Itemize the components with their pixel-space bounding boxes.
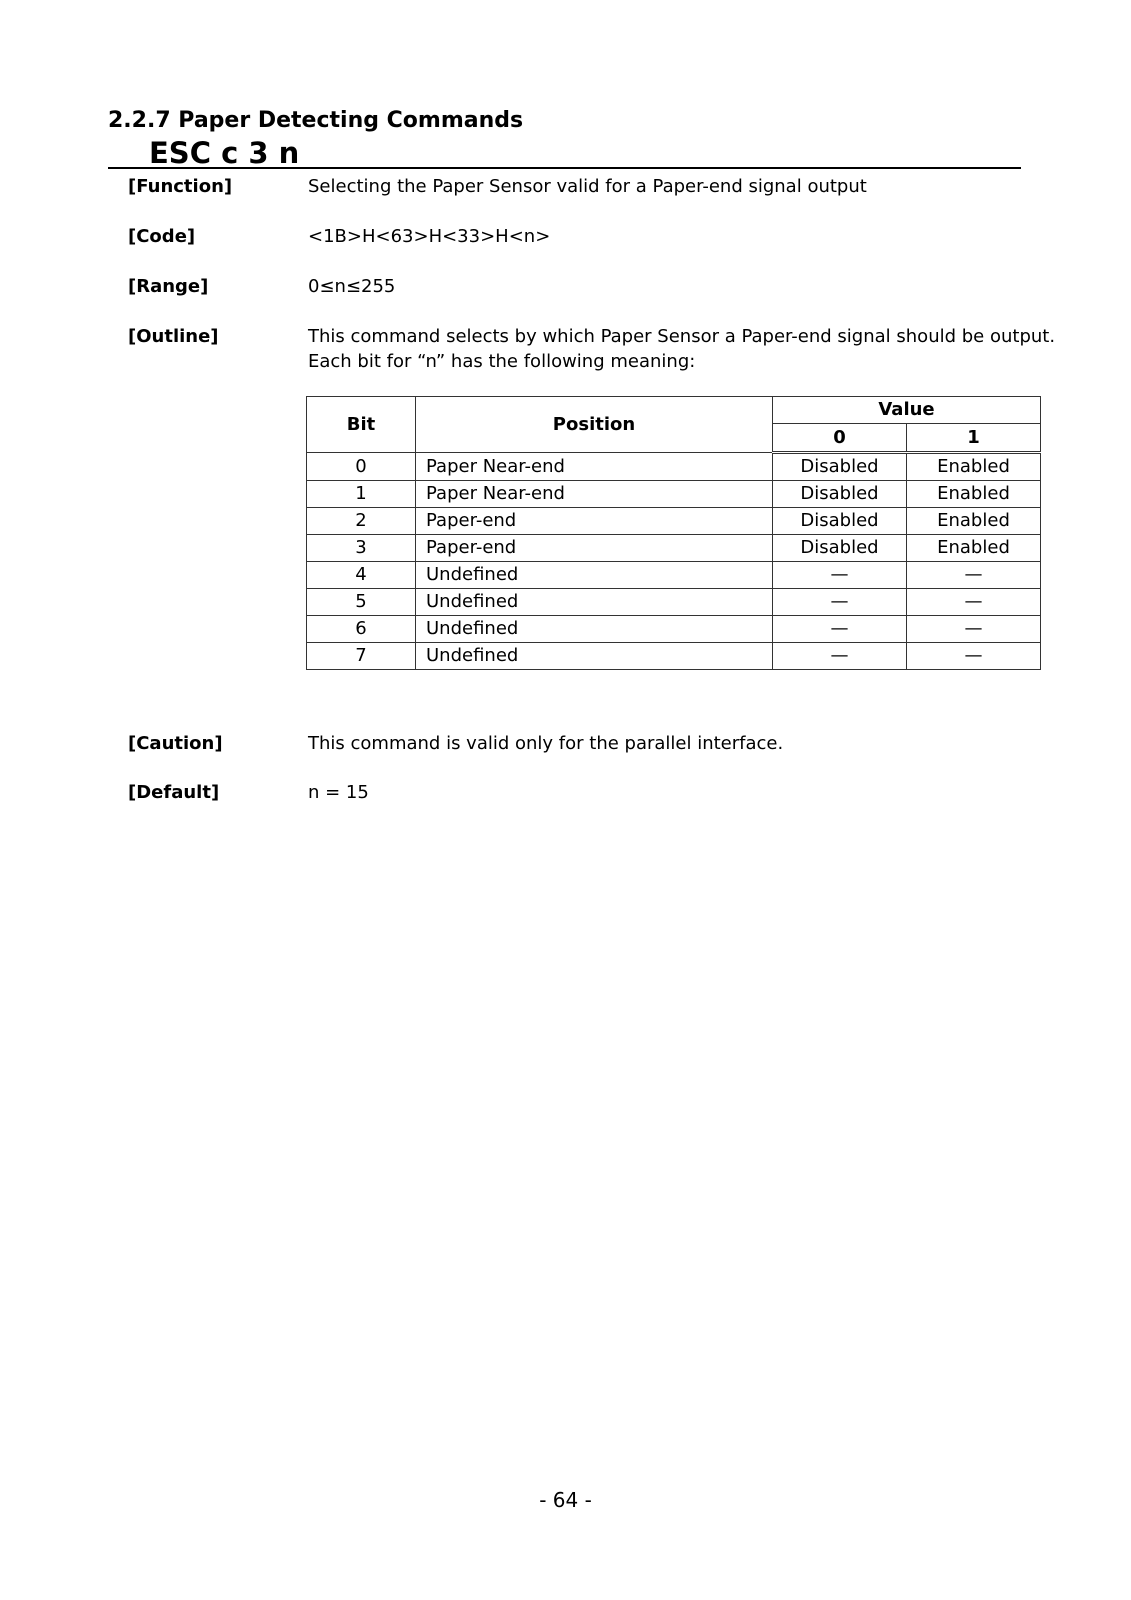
bit-cell: 0 [307,453,416,481]
position-cell: Paper Near-end [416,453,773,481]
outline-label: [Outline] [128,326,219,347]
value-1-cell: — [907,589,1041,616]
bit-cell: 6 [307,616,416,643]
function-label: [Function] [128,176,233,197]
value-0-cell: Disabled [773,453,907,481]
position-cell: Paper-end [416,508,773,535]
value-0-cell: Disabled [773,535,907,562]
table-row [307,535,1041,562]
table-row [307,616,1041,643]
value-header: Value [773,397,1041,424]
position-cell: Undefined [416,616,773,643]
default-label: [Default] [128,782,220,803]
bit-cell: 5 [307,589,416,616]
table-row [307,643,1041,670]
caution-value: This command is valid only for the parallel interface. [308,733,784,754]
value-0-cell: — [773,616,907,643]
code-value: <1B>H<63>H<33>H<n> [308,226,551,247]
value-0-cell: Disabled [773,481,907,508]
range-label: [Range] [128,276,209,297]
function-value: Selecting the Paper Sensor valid for a Paper-end signal output [308,176,867,197]
position-cell: Paper-end [416,535,773,562]
outline-line-1: This command selects by which Paper Sensor a Paper-end signal should be output. [308,326,1056,347]
title-underline [108,167,1021,169]
value-1-cell: Enabled [907,508,1041,535]
command-title: ESC c 3 n [149,136,300,170]
bit-header: Bit [307,397,416,453]
value-1-cell: Enabled [907,453,1041,481]
value-1-cell: — [907,643,1041,670]
bit-cell: 2 [307,508,416,535]
position-cell: Undefined [416,562,773,589]
table-row [307,481,1041,508]
value-0-cell: Disabled [773,508,907,535]
value-1-cell: Enabled [907,535,1041,562]
code-label: [Code] [128,226,196,247]
table-row [307,508,1041,535]
value-0-cell: — [773,562,907,589]
bit-cell: 3 [307,535,416,562]
range-value: 0≤n≤255 [308,276,396,297]
position-cell: Paper Near-end [416,481,773,508]
position-cell: Undefined [416,589,773,616]
bit-cell: 7 [307,643,416,670]
section-title: 2.2.7 Paper Detecting Commands [108,108,524,133]
bit-cell: 4 [307,562,416,589]
value-1-cell: — [907,562,1041,589]
value-1-cell: Enabled [907,481,1041,508]
value-0-header: 0 [773,424,907,453]
table-row [307,453,1041,481]
table-row [307,562,1041,589]
table-row [307,589,1041,616]
bit-table [306,396,1041,670]
default-value: n = 15 [308,782,369,803]
value-1-cell: — [907,616,1041,643]
bit-cell: 1 [307,481,416,508]
outline-line-2: Each bit for “n” has the following meaning: [308,351,696,372]
page-number: - 64 - [539,1488,592,1512]
position-header: Position [416,397,773,453]
caution-label: [Caution] [128,733,223,754]
value-0-cell: — [773,643,907,670]
value-1-header: 1 [907,424,1041,453]
value-0-cell: — [773,589,907,616]
position-cell: Undefined [416,643,773,670]
